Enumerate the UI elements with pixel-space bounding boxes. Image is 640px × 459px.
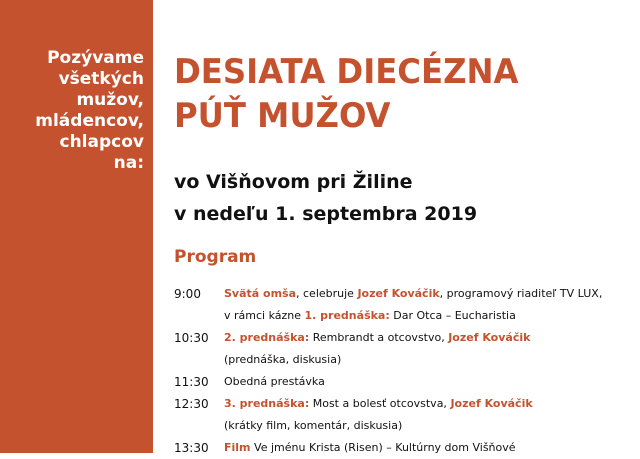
plain-text: , celebruje (296, 287, 358, 300)
schedule-time: 12:30 (174, 397, 209, 411)
highlight-text: Svätá omša (224, 287, 297, 300)
plain-text: – Kultúrny dom Višňové (382, 441, 516, 454)
schedule-time: 9:00 (174, 287, 201, 301)
speaker-name: Jozef Kováčik (450, 397, 533, 410)
invitation-line: mládencov, (35, 111, 144, 131)
plain-text: Obedná prestávka (224, 375, 325, 388)
invitation-text (30, 48, 144, 174)
invitation-line: všetkých (58, 69, 144, 89)
highlight-text: Film (224, 441, 251, 454)
event-title (174, 50, 519, 138)
plain-text: (krátky film, komentár, diskusia) (224, 419, 403, 432)
event-title-line2: PÚŤ MUŽOV (174, 96, 391, 136)
plain-text: v rámci kázne (224, 309, 305, 322)
plain-text: Ve jménu Krista (Risen) (250, 441, 383, 454)
speaker-name: Jozef Kováčik (448, 331, 531, 344)
schedule-text (224, 305, 516, 327)
program-heading: Program (174, 247, 257, 267)
schedule-text (224, 437, 516, 459)
highlight-text: 3. prednáška: (224, 397, 310, 410)
highlight-text: 2. prednáška: (224, 331, 310, 344)
highlight-text: 1. prednáška: (304, 309, 390, 322)
schedule-row (174, 283, 634, 305)
event-title-line1: DESIATA DIECÉZNA (174, 52, 519, 92)
schedule-text (224, 415, 402, 437)
schedule-row-continuation (174, 349, 634, 371)
plain-text: (prednáška, diskusia) (224, 353, 342, 366)
invitation-line: chlapcov (59, 132, 144, 152)
invitation-line: mužov, (76, 90, 144, 110)
event-date: v nedeľu 1. septembra 2019 (174, 203, 478, 225)
event-location: vo Višňovom pri Žiline (174, 171, 413, 193)
schedule-time: 10:30 (174, 331, 209, 345)
schedule-time: 11:30 (174, 375, 209, 389)
schedule-row-continuation (174, 305, 634, 327)
invitation-line: na: (113, 153, 144, 173)
invitation-line: Pozývame (47, 48, 144, 68)
schedule-text (224, 283, 602, 305)
schedule-row-continuation (174, 415, 634, 437)
program-schedule (174, 283, 634, 459)
schedule-row (174, 327, 634, 349)
schedule-text (224, 393, 533, 415)
schedule-row (174, 371, 634, 393)
schedule-text (224, 371, 325, 393)
plain-text: , programový riaditeľ TV LUX, (439, 287, 603, 300)
plain-text: Rembrandt a otcovstvo, (309, 331, 449, 344)
schedule-row (174, 393, 634, 415)
plain-text: Most a bolesť otcovstva, (309, 397, 451, 410)
schedule-text (224, 327, 530, 349)
schedule-text (224, 349, 341, 371)
plain-text: Dar Otca – Eucharistia (389, 309, 516, 322)
schedule-row (174, 437, 634, 459)
speaker-name: Jozef Kováčik (357, 287, 440, 300)
schedule-time: 13:30 (174, 441, 209, 455)
